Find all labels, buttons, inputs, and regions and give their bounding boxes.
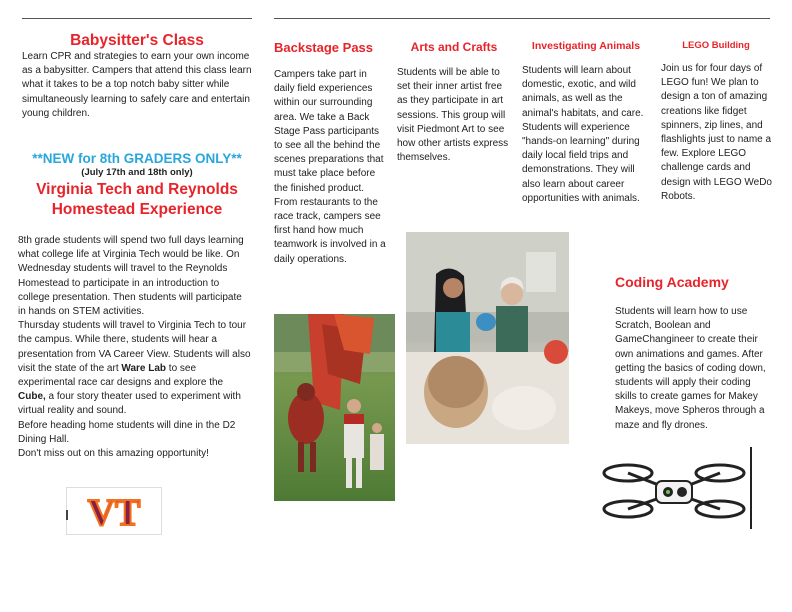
animals-title: Investigating Animals	[531, 40, 641, 52]
drone-image-edge	[750, 447, 752, 529]
vt-body-p2: Thursday students will travel to Virginia Tech to tour the campus. While there, students will hear a presentation from VA Career View. Students will also visit the state of the art Ware Lab to see experimental race car designs and explore the Cube, a four story theater used to experiment with virtual reality and sound.	[18, 320, 251, 417]
babysitter-title: Babysitter's Class	[70, 32, 204, 49]
drone-image	[598, 453, 750, 531]
vt-title-line2: Homestead Experience	[51, 201, 223, 218]
top-rule-right	[274, 18, 770, 19]
babysitter-body: Learn CPR and strategies to earn your own income as a babysitter. Campers that attend this class learn what it takes to be a top notch baby sitter while simultaneously learning to safely care and entertain young children.	[22, 51, 252, 119]
vt-logo	[66, 487, 162, 535]
ware-lab-text: Ware Lab	[121, 362, 167, 374]
top-rule-left	[22, 18, 252, 19]
cube-text: Cube,	[18, 391, 46, 403]
animals-body: Students will learn about domestic, exotic, and wild animals, as well as the animal's habitats, and care. Students will experience "hands-on learning" during daily local field trips and demonstrations. They will also learn about career opportunities with animals.	[522, 65, 644, 204]
vt-logo-text: VT	[87, 492, 141, 534]
arts-title: Arts and Crafts	[410, 40, 498, 54]
lego-body: Join us for four days of LEGO fun! We plan to design a ton of amazing creations like fidget spinners, zip lines, and flashlights just to name a few. Explore LEGO challenge cards and design with LEGO WeDo Robots.	[661, 63, 772, 202]
vt-body-p1: 8th grade students will spend two full days learning what college life at Virginia Tech would be like. On Wednesday students will travel to the Reynolds Homestead to participate in an introduction to college presentation. Then students will participate in hands on STEM activities.	[18, 235, 244, 318]
backstage-title: Backstage Pass	[274, 40, 374, 55]
vt-body-p4: Don't miss out on this amazing opportunity!	[18, 448, 209, 460]
vt-body	[18, 234, 252, 461]
vt-title-line1: Virginia Tech and Reynolds	[36, 181, 238, 198]
hokiebird-parade-photo	[274, 314, 395, 501]
lego-title: LEGO Building	[682, 40, 750, 51]
dates-note: (July 17th and 18th only)	[81, 167, 193, 178]
vt-logo-edge	[66, 510, 68, 520]
vt-body-p3: Before heading home students will dine in the D2 Dining Hall.	[18, 419, 236, 445]
coding-body: Students will learn how to use Scratch, Boolean and GameChangineer to create their own animations and games. After getting the basics of coding down, students will apply their coding skills to create games for Makey Makeys, move Spheros through a maze and fly drones.	[615, 306, 766, 431]
classroom-photo	[406, 232, 569, 444]
backstage-body: Campers take part in daily field experiences within our surrounding area. We take a Back Stage Pass participants to see all the behind the scenes preparations that must take place before the finished product. From restaurants to the race track, campers see first hand how much teamwork is involved in a daily operations.	[274, 69, 386, 265]
coding-title: Coding Academy	[615, 274, 729, 290]
vt-logo-mark	[67, 488, 161, 534]
new-banner: **NEW for 8th GRADERS ONLY**	[32, 151, 242, 166]
arts-body: Students will be able to set their inner artist free as they participate in art sessions. This group will visit Piedmont Art to see how other artists express themselves.	[397, 67, 509, 164]
